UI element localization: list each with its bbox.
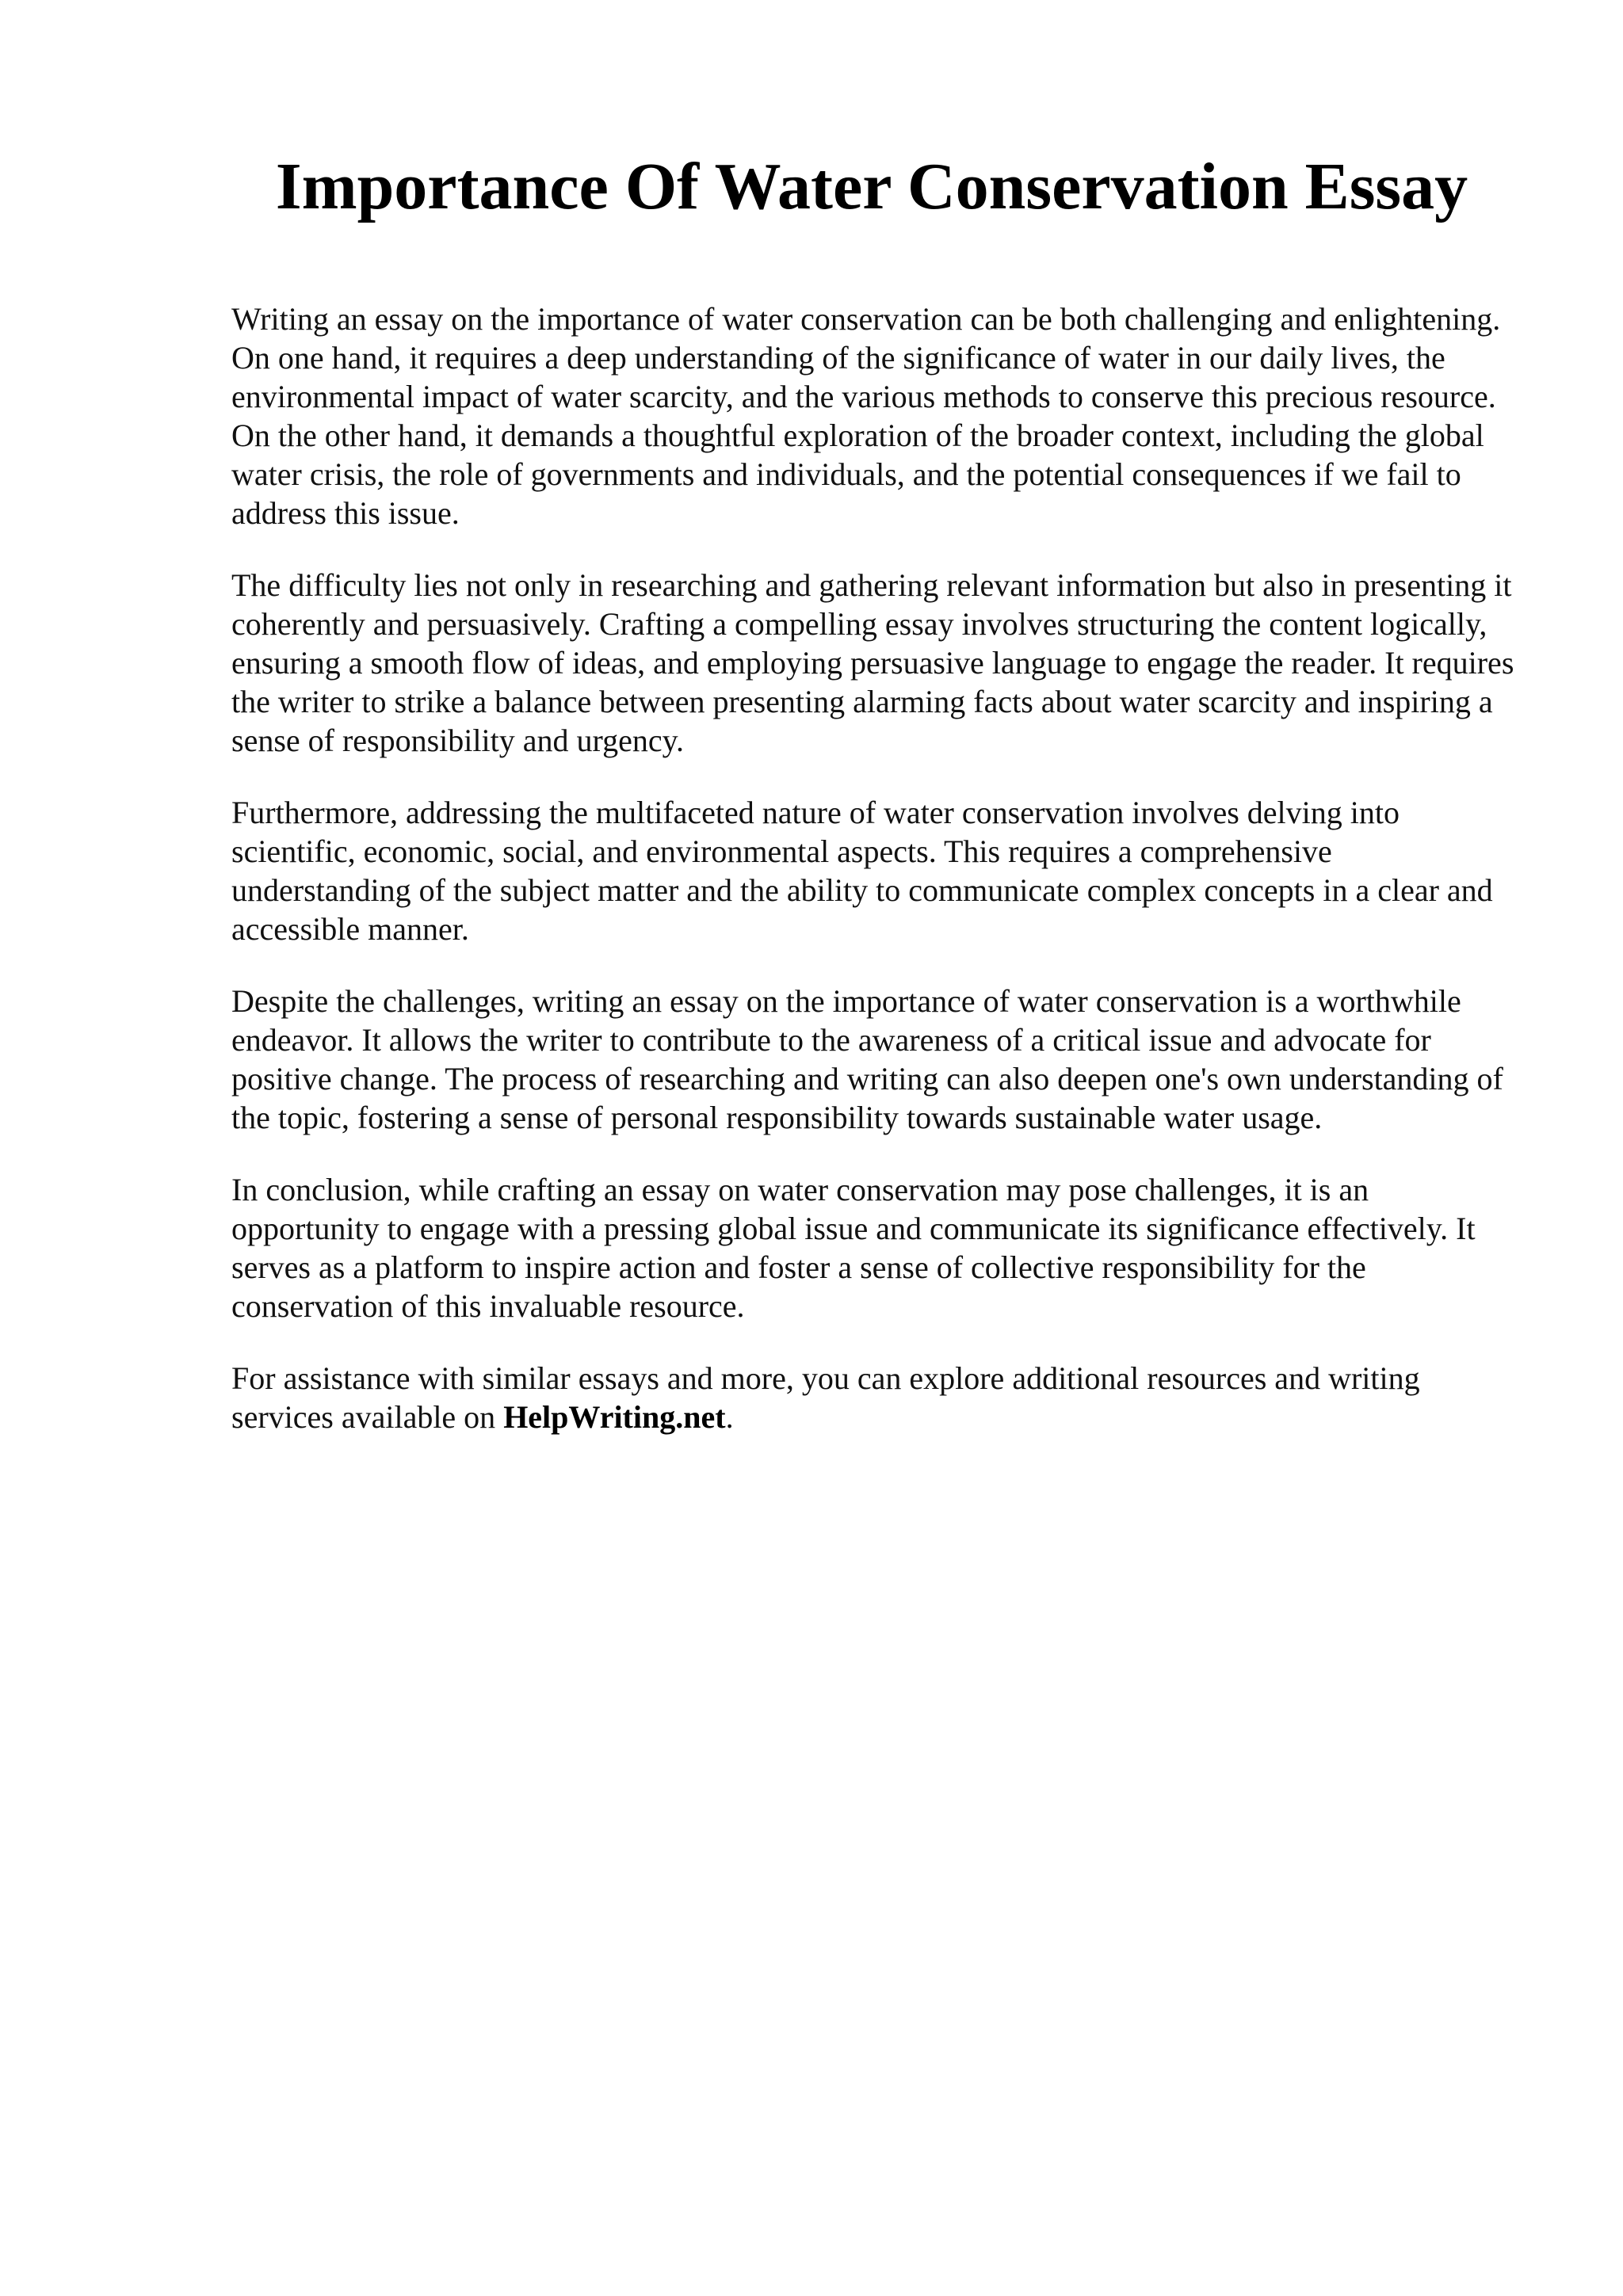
closing-period: . <box>725 1399 734 1435</box>
paragraph-4: Despite the challenges, writing an essay on the importance of water conservation is a worthwhile endeavor. It allows the writer to contribute to the awareness of a critical issue and advocate for positive change. The process of researching and writing can also deepen one's own understanding of the topic, fostering a sense of personal responsibility towards sustainable water usage. <box>231 983 1503 1135</box>
paragraph-3: Furthermore, addressing the multifaceted nature of water conservation involves delving into scientific, economic, social, and environmental aspects. This requires a comprehensive understanding of the subject matter and the ability to communicate complex concepts in a clear and accessible manner. <box>231 795 1493 947</box>
helpwriting-link[interactable]: HelpWriting.net <box>503 1399 726 1435</box>
paragraph-5: In conclusion, while crafting an essay on water conservation may pose challenges, it is an opportunity to engage with a pressing global issue and communicate its significance effectively. It serves as a platform to inspire action and foster a sense of collective responsibility for the conservation of this invaluable resource. <box>231 1172 1476 1324</box>
document-body <box>231 299 1515 1470</box>
closing-paragraph <box>231 1359 1515 1436</box>
paragraph-1: Writing an essay on the importance of water conservation can be both challenging and enlightening. On one hand, it requires a deep understanding of the significance of water in our daily lives, the environmental impact of water scarcity, and the various methods to conserve this precious resource. On the other hand, it demands a thoughtful exploration of the broader context, including the global water crisis, the role of governments and individuals, and the potential consequences if we fail to address this issue. <box>231 301 1501 531</box>
closing-text: For assistance with similar essays and more, you can explore additional resources and writing services available on <box>231 1360 1420 1435</box>
document-title: Importance Of Water Conservation Essay <box>275 150 1468 223</box>
paragraph-2: The difficulty lies not only in researching and gathering relevant information but also in presenting it coherently and persuasively. Crafting a compelling essay involves structuring the content logically, ensuring a smooth flow of ideas, and employing persuasive language to engage the reader. It requires the writer to strike a balance between presenting alarming facts about water scarcity and inspiring a sense of responsibility and urgency. <box>231 567 1514 758</box>
